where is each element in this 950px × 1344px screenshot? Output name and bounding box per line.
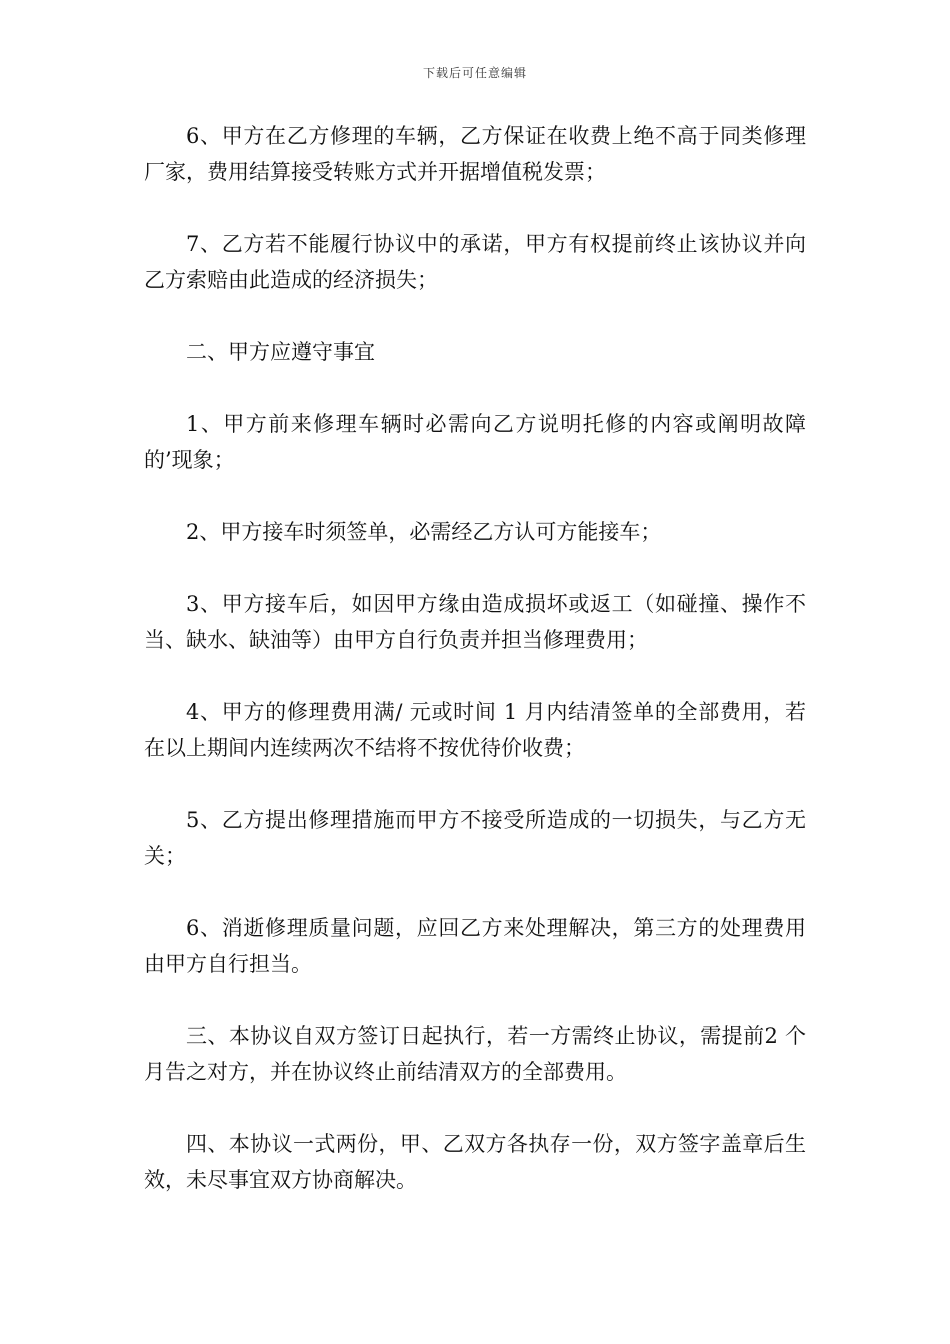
clause-a6-pricing: 6、甲方在乙方修理的车辆，乙方保证在收费上绝不高于同类修理厂家，费用结算接受转账方式并开据增值税发票； — [144, 124, 806, 184]
clause-b5-refusal: 5、乙方提出修理措施而甲方不接受所造成的一切损失，与乙方无关； — [144, 808, 806, 868]
section-three-effective-date: 三、本协议自双方签订日起执行，若一方需终止协议，需提前2 个月告之对方，并在协议终止前结清双方的全部费用。 — [144, 1024, 806, 1084]
clause-b3-damage-responsibility: 3、甲方接车后，如因甲方缘由造成损坏或返工（如碰撞、操作不当、缺水、缺油等）由甲方自行负责并担当修理费用； — [144, 592, 806, 652]
clause-b2-sign-pickup: 2、甲方接车时须签单，必需经乙方认可方能接车； — [186, 520, 662, 544]
section-four-copies: 四、本协议一式两份，甲、乙双方各执存一份，双方签字盖章后生效，未尽事宜双方协商解决。 — [144, 1132, 806, 1192]
clause-a7-termination: 7、乙方若不能履行协议中的承诺，甲方有权提前终止该协议并向乙方索赔由此造成的经济损失； — [144, 232, 806, 292]
clause-b6-quality-issues: 6、消逝修理质量问题，应回乙方来处理解决，第三方的处理费用由甲方自行担当。 — [144, 916, 806, 976]
document-body — [144, 118, 806, 1234]
page-header: 下载后可任意编辑 — [422, 66, 527, 80]
clause-b1-describe-fault: 1、甲方前来修理车辆时必需向乙方说明托修的内容或阐明故障的’现象； — [144, 412, 806, 472]
section-heading-party-a: 二、甲方应遵守事宜 — [186, 340, 375, 364]
clause-b4-payment: 4、甲方的修理费用满/ 元或时间 1 月内结清签单的全部费用，若在以上期间内连续两次不结将不按优待价收费； — [144, 700, 806, 760]
